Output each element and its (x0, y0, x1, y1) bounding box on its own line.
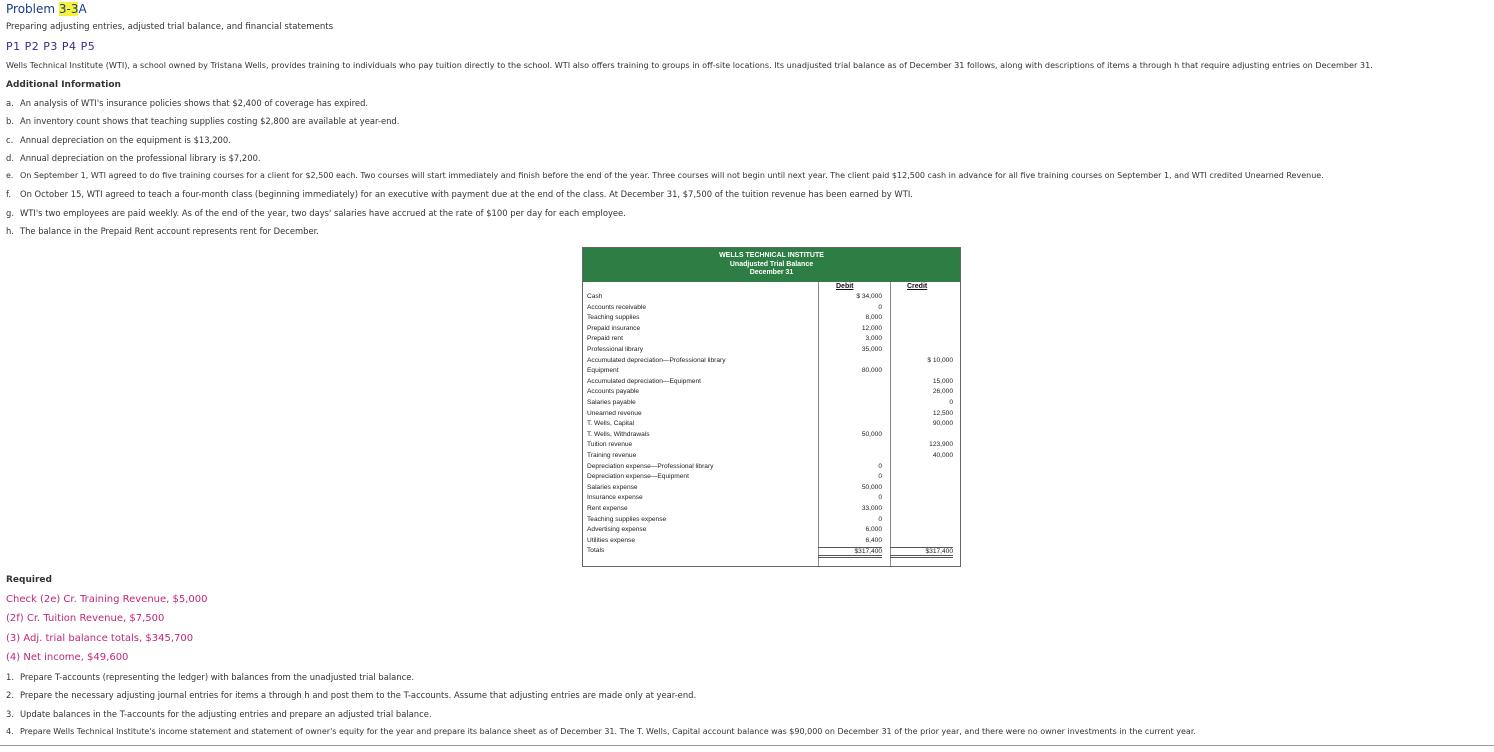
account-name: Accounts receivable (587, 303, 647, 311)
debit-amount: 6,400 (865, 536, 882, 544)
account-name: Professional library (587, 346, 644, 353)
table-row (583, 357, 960, 368)
table-row (583, 335, 960, 346)
table-row (583, 505, 960, 516)
report-name: Unadjusted Trial Balance (729, 260, 814, 268)
info-item-a: a. An analysis of WTI's insurance policies shows that $2,400 of coverage has expired. (6, 98, 369, 108)
objective-p1[interactable]: P1 (6, 40, 21, 53)
table-row (583, 399, 960, 410)
check-4: (4) Net income, $49,600 (6, 652, 129, 663)
requirement-1: 1. Prepare T-accounts (representing the ledger) with balances from the unadjusted trial balance. (6, 672, 415, 682)
account-name: Depreciation expense—Professional library (587, 462, 714, 470)
info-item-g: g. WTI's two employees are paid weekly. As of the end of the year, two days' salaries have accrued at the rate of $100 per day for each employee. (6, 208, 626, 218)
table-row (583, 293, 960, 304)
debit-amount: 33,000 (861, 505, 882, 512)
account-name: Utilities expense (587, 536, 636, 544)
table-row (583, 473, 960, 484)
account-name: Tuition revenue (587, 441, 633, 449)
problem-title: Problem 3-3A (6, 2, 87, 16)
credit-amount: 0 (949, 399, 953, 406)
credit-amount: $317,400 (890, 547, 953, 558)
table-row (583, 463, 960, 474)
credit-amount: 26,000 (932, 388, 953, 396)
table-row (583, 388, 960, 399)
debit-amount: 12,000 (861, 324, 882, 332)
account-name: Accounts payable (587, 388, 640, 396)
account-name: Accumulated depreciation—Professional library (587, 356, 726, 364)
check-2f: (2f) Cr. Tuition Revenue, $7,500 (6, 613, 165, 624)
trial-balance-table (582, 247, 961, 567)
debit-amount: 0 (878, 494, 882, 502)
credit-header: Credit (907, 283, 928, 290)
debit-amount: $317,400 (818, 547, 882, 558)
table-row (583, 325, 960, 336)
account-name: Advertising expense (587, 526, 647, 534)
info-item-f: f. On October 15, WTI agreed to teach a four-month class (beginning immediately) for an executive with payment due at the end of the class. At December 31, $7,500 of the tuition revenue has been earned by WTI. (6, 189, 913, 199)
requirement-3: 3. Update balances in the T-accounts for the adjusting entries and prepare an adjusted trial balance. (6, 709, 432, 719)
totals-row (583, 547, 960, 558)
trial-balance-body (583, 282, 960, 566)
debit-amount: 8,000 (865, 314, 882, 322)
account-name: Unearned revenue (587, 409, 642, 417)
debit-amount: 3,000 (865, 335, 882, 343)
check-2e: Check (2e) Cr. Training Revenue, $5,000 (6, 594, 208, 605)
required-heading: Required (6, 575, 52, 585)
info-item-e: e. On September 1, WTI agreed to do five training courses for a client for $2,500 each. Two courses will start immediately and finish before the end of the year. Three courses will not begin until next year. The client paid $12,500 cash in advance for all five training courses on September 1, and WTI credited Unearned Revenue. (6, 171, 1324, 180)
table-row (583, 537, 960, 548)
account-name: Cash (587, 293, 603, 300)
account-name: Prepaid insurance (587, 324, 641, 332)
objective-p4[interactable]: P4 (61, 40, 77, 53)
credit-amount: 15,000 (932, 377, 953, 385)
account-name: T. Wells, Capital (587, 420, 635, 428)
page-divider (0, 745, 1494, 746)
requirement-4: 4. Prepare Wells Technical Institute's income statement and statement of owner's equity for the year and prepare its balance sheet as of December 31. The T. Wells, Capital account balance was $90,000 on December 31 of the prior year, and there were no owner investments in the current year. (6, 727, 1196, 736)
debit-amount: 50,000 (861, 483, 882, 491)
account-name: Rent expense (587, 505, 628, 512)
account-name: Accumulated depreciation—Equipment (587, 377, 701, 385)
intro-paragraph: Wells Technical Institute (WTI), a school owned by Tristana Wells, provides training to individuals who pay tuition directly to the school. WTI also offers training to groups in off-site locations. Its unadjusted trial balance as of December 31 follows, along with descriptions of items a through h that require adjusting entries on December 31. (6, 60, 1373, 70)
objective-p5[interactable]: P5 (80, 40, 96, 53)
company-name: WELLS TECHNICAL INSTITUTE (719, 252, 824, 259)
account-name: T. Wells, Withdrawals (587, 430, 650, 438)
table-row (583, 367, 960, 378)
account-name: Equipment (587, 367, 619, 375)
info-item-h: h. The balance in the Prepaid Rent account represents rent for December. (6, 226, 319, 236)
credit-amount: $ 10,000 (927, 356, 953, 364)
table-row (583, 420, 960, 431)
trial-balance-header (583, 248, 960, 282)
debit-amount: $ 34,000 (856, 293, 882, 300)
table-row (583, 526, 960, 537)
debit-amount: 6,000 (865, 526, 882, 534)
table-row (583, 346, 960, 357)
table-row (583, 516, 960, 527)
info-item-b: b. An inventory count shows that teaching supplies costing $2,800 are available at year-end. (6, 116, 400, 126)
account-name: Salaries expense (587, 483, 638, 491)
objective-p3[interactable]: P3 (43, 40, 58, 53)
table-row (583, 452, 960, 463)
objective-p2[interactable]: P2 (24, 40, 40, 53)
additional-info-heading: Additional Information (6, 80, 121, 90)
debit-amount: 0 (878, 515, 882, 523)
table-row (583, 314, 960, 325)
credit-amount: 40,000 (932, 452, 953, 459)
credit-amount: 12,500 (932, 409, 953, 417)
debit-amount: 35,000 (861, 346, 882, 353)
requirement-2: 2. Prepare the necessary adjusting journal entries for items a through h and post them to the T-accounts. Assume that adjusting entries are made only at year-end. (6, 690, 697, 700)
table-row (583, 441, 960, 452)
info-item-d: d. Annual depreciation on the professional library is $7,200. (6, 153, 261, 163)
credit-amount: 90,000 (932, 420, 953, 428)
account-name: Teaching supplies (587, 314, 640, 322)
check-3: (3) Adj. trial balance totals, $345,700 (6, 633, 194, 644)
account-name: Depreciation expense—Equipment (587, 473, 689, 481)
debit-amount: 80,000 (861, 367, 882, 375)
account-name: Training revenue (587, 452, 637, 459)
account-name: Insurance expense (587, 494, 643, 502)
table-row (583, 410, 960, 421)
info-item-c: c. Annual depreciation on the equipment is $13,200. (6, 135, 231, 145)
debit-amount: 50,000 (861, 430, 882, 438)
debit-amount: 0 (878, 303, 882, 311)
learning-objectives (6, 40, 95, 53)
account-name: Salaries payable (587, 399, 636, 406)
table-row (583, 304, 960, 315)
table-row (583, 494, 960, 505)
credit-amount: 123,900 (929, 441, 953, 449)
report-date: December 31 (749, 269, 794, 276)
table-row (583, 431, 960, 442)
debit-header: Debit (836, 283, 854, 290)
debit-amount: 0 (878, 473, 882, 481)
table-row (583, 378, 960, 389)
table-row (583, 484, 960, 495)
account-name: Prepaid rent (587, 335, 623, 343)
account-name: Teaching supplies expense (587, 515, 667, 523)
debit-amount: 0 (878, 462, 882, 470)
title-highlight: 3-3 (58, 2, 79, 16)
problem-subtitle: Preparing adjusting entries, adjusted trial balance, and financial statements (6, 22, 334, 32)
account-name: Totals (587, 547, 605, 555)
